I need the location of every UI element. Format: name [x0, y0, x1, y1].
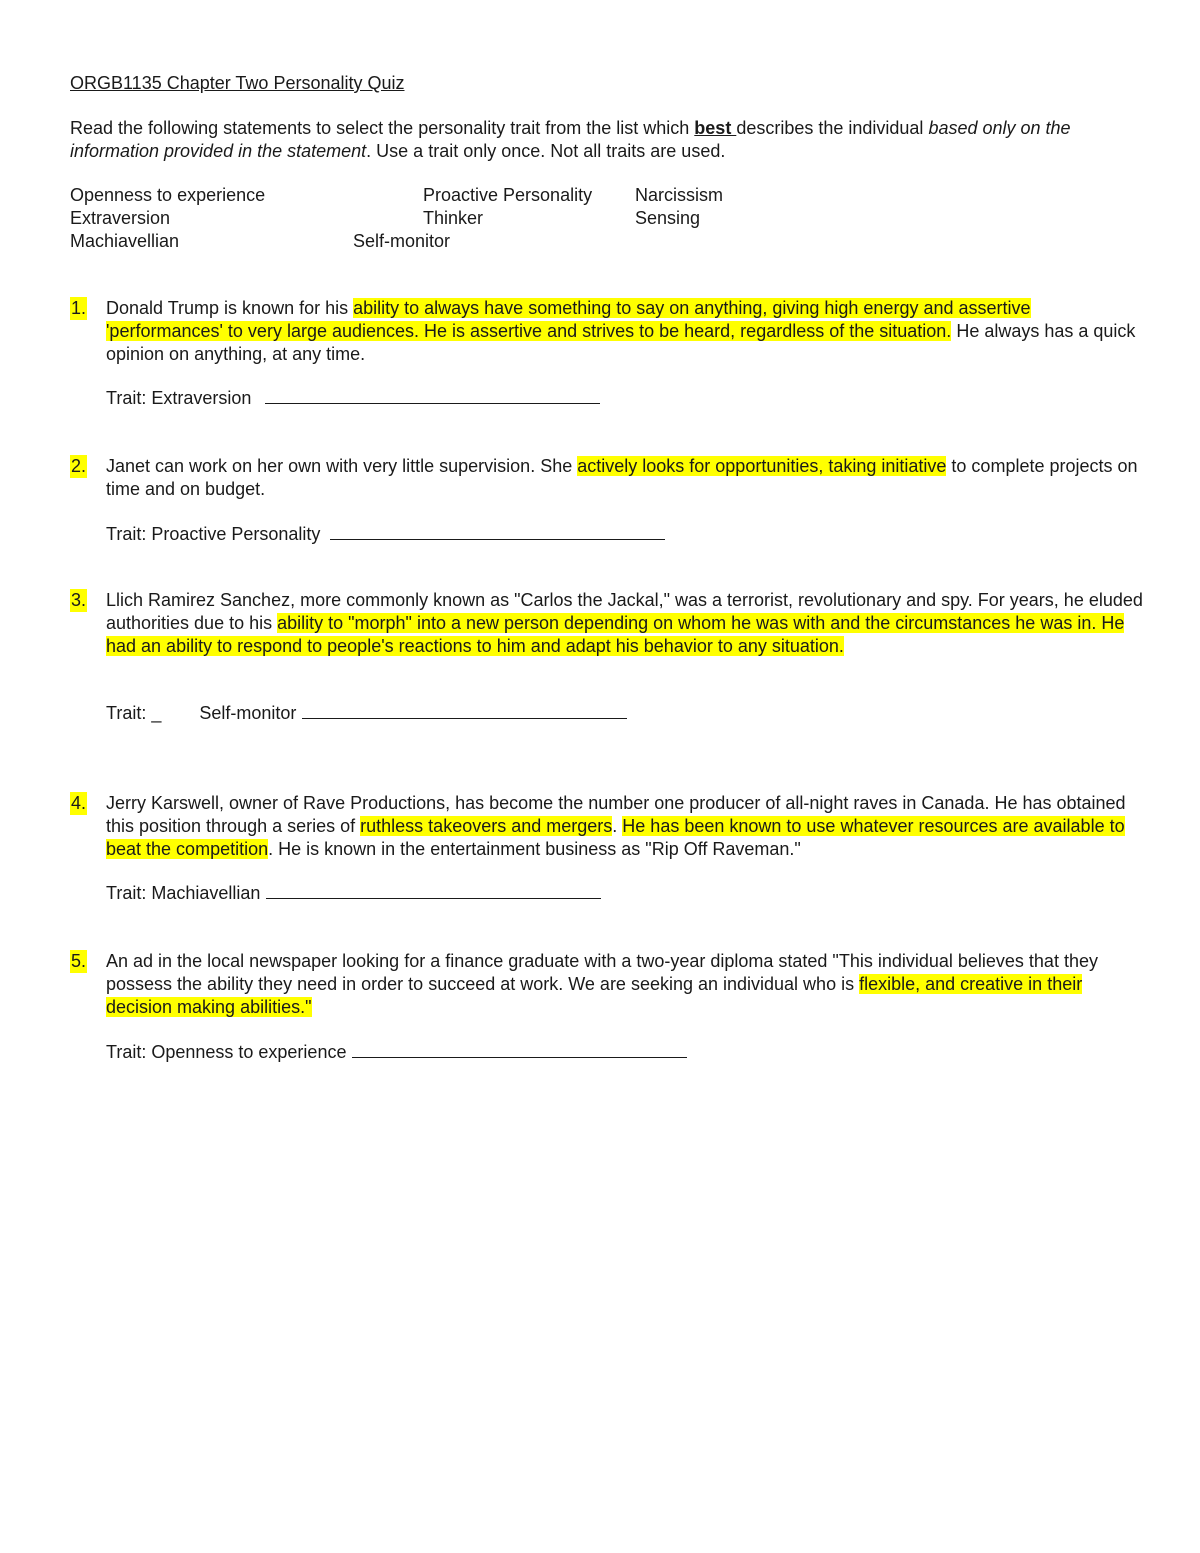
question-text — [106, 455, 1146, 501]
question-text — [106, 589, 1146, 658]
answer-line — [106, 882, 601, 905]
answer-text: Trait: Machiavellian — [106, 883, 261, 903]
answer-blank[interactable] — [302, 703, 627, 719]
trait-option-openness: Openness to experience — [70, 185, 266, 205]
answer-blank[interactable] — [265, 388, 600, 404]
trait-option-narcissism: Narcissism — [635, 185, 723, 205]
answer-text: Trait: Openness to experience — [106, 1042, 347, 1062]
trait-options — [70, 184, 1145, 254]
question-text-plain: He always has a quick opinion on anything, at any time. — [106, 321, 1136, 364]
answer-text: Self-monitor — [199, 703, 297, 723]
question-number: 4. — [71, 793, 87, 813]
question-text-plain: Donald Trump is known for his — [106, 298, 354, 318]
answer-line — [106, 702, 627, 725]
question-text-plain: Llich Ramirez Sanchez, more commonly known as "Carlos the Jackal," was a terrorist, revolutionary and spy. For years, he eluded authorities due to his — [106, 590, 1143, 633]
question-text-plain: . — [612, 816, 623, 836]
answer-blank[interactable] — [330, 524, 665, 540]
answer-line — [106, 387, 600, 410]
answer-line — [106, 523, 665, 546]
instructions-text-2: describes the individual — [736, 118, 929, 138]
question-text-highlight: ruthless takeovers and mergers — [360, 816, 613, 836]
question-text-highlight: actively looks for opportunities, taking initiative — [577, 456, 947, 476]
question-text-highlight: ability to always have something to say on anything, giving high energy and assertive 'performances' to very large audiences. He is assertive and strives to be heard, regardless of the situation. — [106, 298, 1031, 341]
answer-label: Trait: _ — [106, 703, 162, 723]
instructions-italic: based only on the information provided in the statement — [70, 118, 1071, 161]
trait-option-extraversion: Extraversion — [70, 208, 171, 228]
question-text — [106, 297, 1146, 366]
trait-option-thinker: Thinker — [423, 208, 484, 228]
question-number: 3. — [71, 590, 87, 610]
trait-option-self-monitor: Self-monitor — [353, 231, 451, 251]
trait-option-proactive: Proactive Personality — [423, 185, 593, 205]
answer-line — [106, 1041, 687, 1064]
trait-option-machiavellian: Machiavellian — [70, 231, 180, 251]
question-text-plain: to complete projects on time and on budget. — [106, 456, 1138, 499]
question-number: 2. — [71, 456, 87, 476]
instructions-text-3: . Use a trait only once. Not all traits are used. — [366, 141, 726, 161]
question-text-plain: Janet can work on her own with very little supervision. She — [106, 456, 578, 476]
answer-blank[interactable] — [352, 1042, 687, 1058]
question-number: 1. — [71, 298, 87, 318]
answer-text: Trait: Proactive Personality — [106, 524, 321, 544]
question-text-highlight: flexible, and creative in their decision making abilities." — [106, 974, 1083, 1017]
question-text — [106, 950, 1146, 1019]
answer-text: Trait: Extraversion — [106, 388, 252, 408]
question-text-highlight: He has been known to use whatever resources are available to beat the competition — [106, 816, 1125, 859]
answer-blank[interactable] — [266, 883, 601, 899]
question-text-plain: Jerry Karswell, owner of Rave Productions, has become the number one producer of all-night raves in Canada. He has obtained this position through a series of — [106, 793, 1126, 836]
question-text-highlight: ability to "morph" into a new person depending on whom he was with and the circumstances he was in. He had an ability to respond to people's reactions to him and adapt his behavior to any situation. — [106, 613, 1125, 656]
instructions — [70, 117, 1145, 163]
instructions-text-1: Read the following statements to select the personality trait from the list which — [70, 118, 695, 138]
question-text-plain: . He is known in the entertainment business as "Rip Off Raveman." — [268, 839, 801, 859]
instructions-emphasis: best — [694, 118, 737, 138]
trait-option-sensing: Sensing — [635, 208, 701, 228]
question-text — [106, 792, 1146, 861]
question-text-plain: An ad in the local newspaper looking for a finance graduate with a two-year diploma stated "This individual believes that they possess the ability they need in order to succeed at work. We are seeking an individual who is — [106, 951, 1098, 994]
question-number: 5. — [71, 951, 87, 971]
page-title: ORGB1135 Chapter Two Personality Quiz — [70, 73, 405, 93]
